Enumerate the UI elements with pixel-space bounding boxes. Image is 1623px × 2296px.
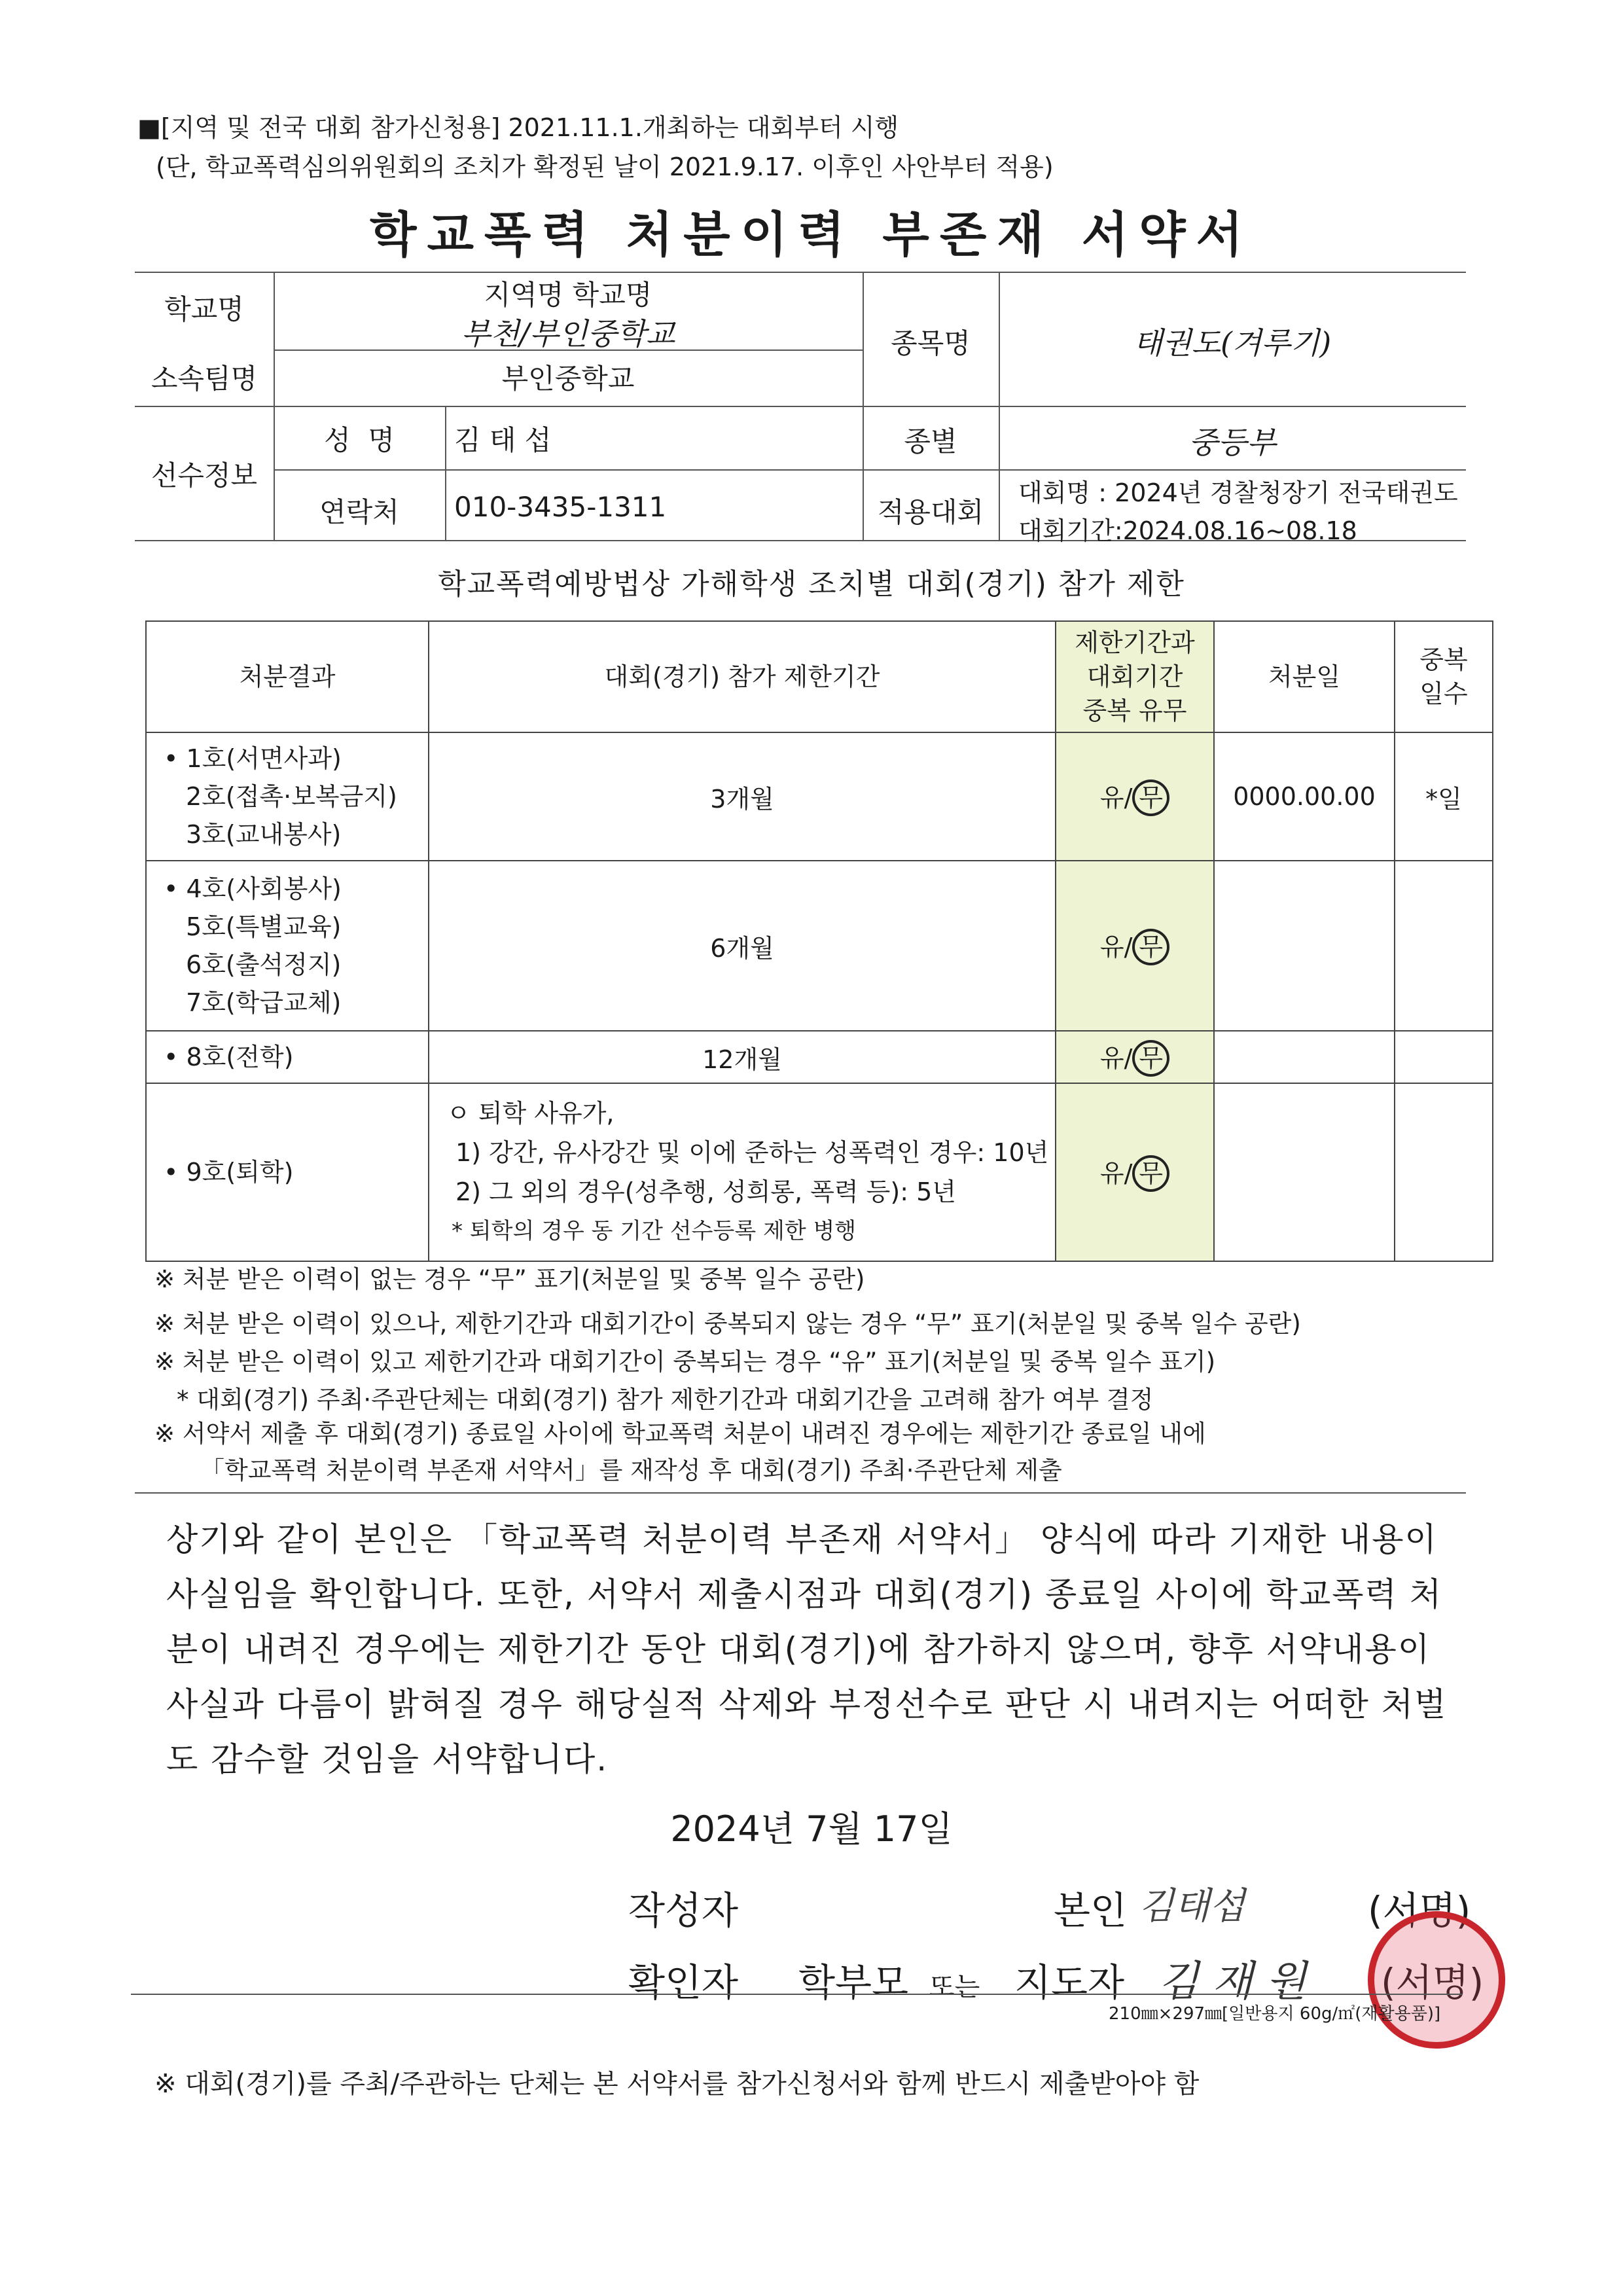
- pledge-line: 도 감수할 것임을 서약합니다.: [166, 1740, 609, 1778]
- date-cell: 0000.00.00: [1214, 732, 1395, 861]
- document-title: 학교폭력 처분이력 부존재 서약서: [369, 207, 1254, 263]
- info-line-name: [274, 469, 1466, 471]
- period-cell: 12개월: [429, 1031, 1056, 1083]
- days-cell: [1395, 1083, 1493, 1261]
- event-label: 종목명: [891, 327, 971, 359]
- table-row: [146, 732, 1493, 861]
- choice-yes: 유/: [1099, 932, 1133, 961]
- event-value: 태권도(겨루기): [1133, 325, 1332, 361]
- days-cell: [1395, 1031, 1493, 1083]
- period-line: 2) 그 외의 경우(성추행, 성희롱, 폭력 등): 5년: [455, 1177, 956, 1206]
- period-line: ㅇ 퇴학 사유가,: [446, 1099, 615, 1128]
- header-days-l2: 일수: [1419, 679, 1468, 708]
- result-item: • 8호(전학): [164, 1043, 294, 1071]
- note-line: ※ 처분 받은 이력이 있고 제한기간과 대회기간이 중복되는 경우 “유” 표기(처분일 및 중복 일수 표기): [154, 1348, 1216, 1376]
- note-line: ※ 서약서 제출 후 대회(경기) 종료일 사이에 학교폭력 처분이 내려진 경우에는 제한기간 종료일 내에: [154, 1420, 1206, 1448]
- footer-note: ※ 대회(경기)를 주최/주관하는 단체는 본 서약서를 참가신청서와 함께 반드시 제출받아야 함: [154, 2069, 1200, 2099]
- contact-label: 연락처: [319, 496, 399, 528]
- pledge-line: 분이 내려진 경우에는 제한기간 동안 대회(경기)에 참가하지 않으며, 향후 서약내용이: [166, 1630, 1431, 1668]
- note-line: ※ 처분 받은 이력이 있으나, 제한기간과 대회기간이 중복되지 않는 경우 “무” 표기(처분일 및 중복 일수 공란): [154, 1310, 1301, 1338]
- header-overlap-l1: 제한기간과: [1075, 628, 1195, 657]
- self-sign-label: (서명): [1368, 1888, 1471, 1933]
- period-cell: [429, 1083, 1056, 1261]
- result-cell: [146, 1031, 429, 1083]
- table-header-row: [146, 621, 1493, 732]
- choice-no-circled: 무: [1132, 1040, 1169, 1077]
- division-value: 중등부: [1188, 425, 1276, 460]
- competition-label: 적용대회: [877, 496, 984, 528]
- paper-spec: 210㎜×297㎜[일반용지 60g/㎡(재활용품)]: [1109, 2004, 1441, 2024]
- info-border-top: [135, 272, 1466, 273]
- school-value: 부천/부인중학교: [461, 316, 675, 351]
- days-cell: *일: [1395, 732, 1493, 861]
- info-line-team: [135, 406, 1466, 407]
- note-line: 「학교폭력 처분이력 부존재 서약서」를 재작성 후 대회(경기) 주최·주관단체 제출: [200, 1456, 1062, 1484]
- self-label: 본인: [1054, 1888, 1128, 1933]
- notice-line-2: (단, 학교폭력심의위원회의 조치가 확정된 날이 2021.9.17. 이후인 사안부터 적용): [156, 152, 1054, 181]
- result-cell: [146, 1083, 429, 1261]
- header-days-l1: 중복: [1419, 645, 1468, 674]
- signature-divider: [131, 1994, 1462, 1995]
- note-line: * 대회(경기) 주최·주관단체는 대회(경기) 참가 제한기간과 대회기간을 고려해 참가 여부 결정: [177, 1386, 1154, 1414]
- result-item: 7호(학급교체): [186, 988, 342, 1017]
- competition-name: 대회명 : 2024년 경찰청장기 전국태권도: [1018, 478, 1458, 507]
- pledge-line: 사실과 다름이 밝혀질 경우 해당실적 삭제와 부정선수로 판단 시 내려지는 어떠한 처벌: [166, 1685, 1448, 1723]
- overlap-choice: [1056, 1031, 1214, 1083]
- header-date: 처분일: [1214, 621, 1395, 732]
- period-cell: 3개월: [429, 732, 1056, 861]
- player-info-label: 선수정보: [151, 459, 258, 492]
- overlap-choice: [1056, 861, 1214, 1031]
- header-overlap-l2: 대회기간: [1086, 662, 1183, 691]
- coach-label: 지도자: [1014, 1960, 1125, 2005]
- pledge-line: 사실임을 확인합니다. 또한, 서약서 제출시점과 대회(경기) 종료일 사이에 학교폭력 처: [166, 1575, 1443, 1613]
- contact-value: 010-3435-1311: [454, 491, 667, 523]
- name-label: 성 명: [324, 424, 395, 456]
- result-cell: [146, 732, 429, 861]
- choice-no-circled: 무: [1132, 929, 1169, 965]
- date-cell: [1214, 1083, 1395, 1261]
- result-item: 5호(특별교육): [186, 912, 342, 941]
- header-overlap: [1056, 621, 1214, 732]
- official-seal: [1368, 1911, 1505, 2049]
- result-cell: [146, 861, 429, 1031]
- school-label: 학교명: [164, 293, 244, 325]
- team-value: 부인중학교: [501, 363, 635, 395]
- info-col-4: [999, 272, 1000, 540]
- date-cell: [1214, 1031, 1395, 1083]
- choice-yes: 유/: [1099, 1043, 1133, 1073]
- self-handwritten-name: 김태섭: [1139, 1885, 1245, 1928]
- header-days: [1395, 621, 1493, 732]
- restriction-table: [145, 620, 1493, 1262]
- choice-yes: 유/: [1099, 783, 1133, 812]
- coach-handwritten-name: 김 재 원: [1158, 1958, 1307, 2006]
- pledge-line: 상기와 같이 본인은 「학교폭력 처분이력 부존재 서약서」 양식에 따라 기재한 내용이: [166, 1520, 1438, 1558]
- period-line: 1) 강간, 유사강간 및 이에 준하는 성폭력인 경우: 10년: [455, 1138, 1049, 1167]
- notes-divider: [135, 1492, 1466, 1494]
- info-col-2: [445, 406, 446, 540]
- or-label: 또는: [929, 1972, 980, 2002]
- overlap-choice: [1056, 732, 1214, 861]
- table-row: [146, 861, 1493, 1031]
- coach-sign-label: (서명): [1381, 1960, 1484, 2005]
- result-item: 6호(출석정지): [186, 950, 342, 979]
- table-row: [146, 1083, 1493, 1261]
- pledge-date: 2024년 7월 17일: [670, 1808, 953, 1850]
- choice-yes: 유/: [1099, 1158, 1133, 1188]
- result-item: • 4호(사회봉사): [164, 874, 342, 903]
- name-value: 김 태 섭: [454, 424, 552, 456]
- result-item: 2호(접촉·보복금지): [186, 782, 397, 811]
- overlap-choice: [1056, 1083, 1214, 1261]
- date-cell: [1214, 861, 1395, 1031]
- header-overlap-l3: 중복 유무: [1082, 696, 1187, 725]
- competition-period: 대회기간:2024.08.16~08.18: [1018, 516, 1357, 545]
- parent-label: 학부모: [798, 1960, 909, 2005]
- author-label: 작성자: [628, 1888, 739, 1933]
- period-line: * 퇴학의 경우 동 기간 선수등록 제한 병행: [452, 1218, 857, 1244]
- team-label: 소속팀명: [151, 363, 258, 395]
- choice-no-circled: 무: [1132, 780, 1169, 816]
- header-period: 대회(경기) 참가 제한기간: [429, 621, 1056, 732]
- table-row: [146, 1031, 1493, 1083]
- header-result: 처분결과: [146, 621, 429, 732]
- restriction-subtitle: 학교폭력예방법상 가해학생 조치별 대회(경기) 참가 제한: [438, 567, 1185, 601]
- result-item: • 1호(서면사과): [164, 744, 342, 773]
- result-item: 3호(교내봉사): [186, 820, 342, 849]
- note-line: ※ 처분 받은 이력이 없는 경우 “무” 표기(처분일 및 중복 일수 공란): [154, 1265, 865, 1293]
- region-school-header: 지역명 학교명: [484, 279, 652, 311]
- period-cell: 6개월: [429, 861, 1056, 1031]
- days-cell: [1395, 861, 1493, 1031]
- notice-line-1: ■[지역 및 전국 대회 참가신청용] 2021.11.1.개최하는 대회부터 시행: [137, 113, 899, 142]
- choice-no-circled: 무: [1132, 1155, 1169, 1192]
- division-label: 종별: [904, 425, 957, 457]
- result-item: • 9호(퇴학): [164, 1158, 294, 1187]
- confirmer-label: 확인자: [628, 1960, 739, 2005]
